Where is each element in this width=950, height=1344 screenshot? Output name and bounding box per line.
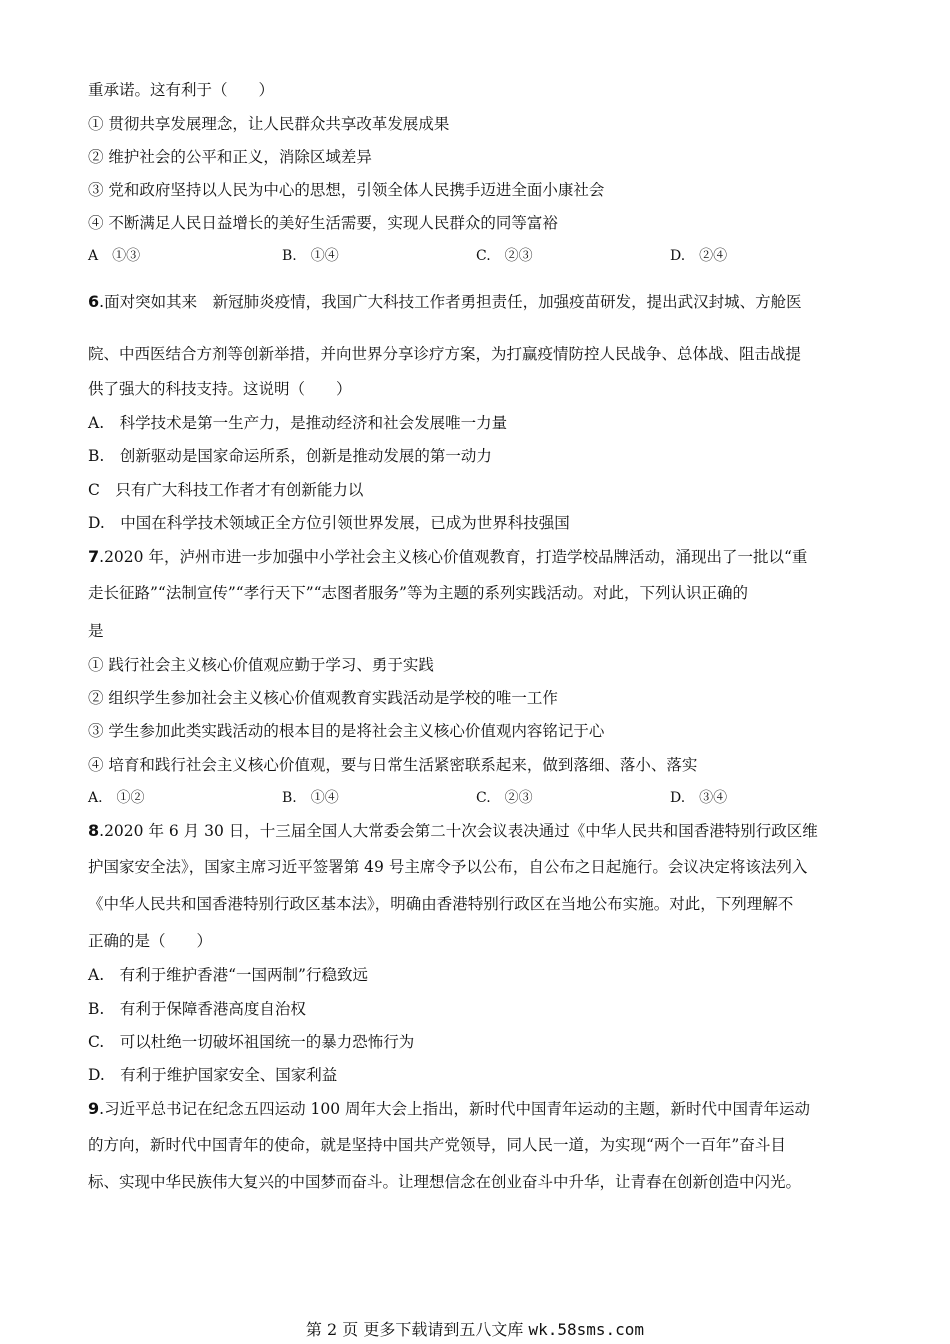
q8-number: 8 [88,821,100,840]
q7-option-c[interactable]: C. ②③ [476,790,533,806]
q5-option-c[interactable]: C. ②③ [476,248,533,264]
q7-option-a[interactable]: A. ①② [88,790,145,806]
q7-option-b[interactable]: B. ①④ [282,790,339,806]
footer-site-link[interactable]: wk.58sms.com [528,1320,645,1339]
q9-line-3: 标、实现中华民族伟大复兴的中国梦而奋斗。让理想信念在创业奋斗中升华，让青春在创新创造中闪光。 [88,1173,802,1191]
q5-option-d[interactable]: D. ②④ [670,248,728,264]
page-number: 第 2 页 [305,1320,359,1339]
q8-line-4: 正确的是（ ） [88,932,213,950]
q7-line-1: 7.2020 年，泸州市进一步加强中小学社会主义核心价值观教育，打造学校品牌活动，涌现出了一批以“重 [88,547,808,566]
q6-number: 6 [88,292,100,311]
q5-option-b[interactable]: B. ①④ [282,248,339,264]
q8-option-a[interactable]: A. 有利于维护香港“一国两制”行稳致远 [88,966,368,984]
q8-option-b[interactable]: B. 有利于保障香港高度自治权 [88,1000,306,1018]
q6-option-a[interactable]: A. 科学技术是第一生产力，是推动经济和社会发展唯一力量 [88,414,508,432]
q5-item-4: ④ 不断满足人民日益增长的美好生活需要，实现人民群众的同等富裕 [88,214,558,232]
q9-line-1: 9.习近平总书记在纪念五四运动 100 周年大会上指出，新时代中国青年运动的主题，新时代中国青年运动 [88,1099,811,1118]
page-footer [0,1317,950,1340]
q5-item-1: ① 贯彻共享发展理念，让人民群众共享改革发展成果 [88,115,450,133]
q7-item-4: ④ 培育和践行社会主义核心价值观，要与日常生活紧密联系起来，做到落细、落小、落实 [88,756,698,774]
q7-option-d[interactable]: D. ③④ [670,790,728,806]
q6-option-d[interactable]: D. 中国在科学技术领域正全方位引领世界发展，已成为世界科技强国 [88,514,570,532]
q9-number: 9 [88,1099,100,1118]
q5-tail: 重承诺。这有利于（ ） [88,81,275,99]
q7-item-2: ② 组织学生参加社会主义核心价值观教育实践活动是学校的唯一工作 [88,689,558,707]
q5-option-a[interactable]: A ①③ [88,248,141,264]
q7-number: 7 [88,547,100,566]
q6-line-3: 供了强大的科技支持。这说明（ ） [88,380,352,398]
q9-line-2: 的方向，新时代中国青年的使命，就是坚持中国共产党领导，同人民一道，为实现“两个一百年”奋斗目 [88,1136,786,1154]
q7-item-3: ③ 学生参加此类实践活动的根本目的是将社会主义核心价值观内容铭记于心 [88,722,605,740]
q6-line-2: 院、中西医结合方剂等创新举措，并向世界分享诊疗方案，为打赢疫情防控人民战争、总体战、阻击战提 [88,345,802,363]
q7-line-3: 是 [88,622,104,640]
q6-option-b[interactable]: B. 创新驱动是国家命运所系，创新是推动发展的第一动力 [88,447,492,465]
q5-item-2: ② 维护社会的公平和正义，消除区域差异 [88,148,372,166]
q8-line-1: 8.2020 年 6 月 30 日，十三届全国人大常委会第二十次会议表决通过《中华人民共和国香港特别行政区维 [88,821,818,840]
q8-option-d[interactable]: D. 有利于维护国家安全、国家利益 [88,1066,338,1084]
q7-line-2: 走长征路”“法制宣传”“孝行天下”“志图者服务”等为主题的系列实践活动。对此，下列认识正确的 [88,584,748,602]
q7-item-1: ① 践行社会主义核心价值观应勤于学习、勇于实践 [88,656,434,674]
q8-line-3: 《中华人民共和国香港特别行政区基本法》，明确由香港特别行政区在当地公布实施。对此，下列理解不 [88,895,794,913]
footer-text: 更多下载请到五八文库 [358,1320,529,1339]
q8-option-c[interactable]: C. 可以杜绝一切破坏祖国统一的暴力恐怖行为 [88,1033,415,1051]
q6-line-1: 6.面对突如其来 新冠肺炎疫情，我国广大科技工作者勇担责任，加强疫苗研发，提出武汉封城、方舱医 [88,292,802,311]
q8-line-2: 护国家安全法》，国家主席习近平签署第 49 号主席令予以公布，自公布之日起施行。会议决定将该法列入 [88,858,808,876]
q5-item-3: ③ 党和政府坚持以人民为中心的思想，引领全体人民携手迈进全面小康社会 [88,181,605,199]
q6-option-c[interactable]: C 只有广大科技工作者才有创新能力以 [88,481,364,499]
